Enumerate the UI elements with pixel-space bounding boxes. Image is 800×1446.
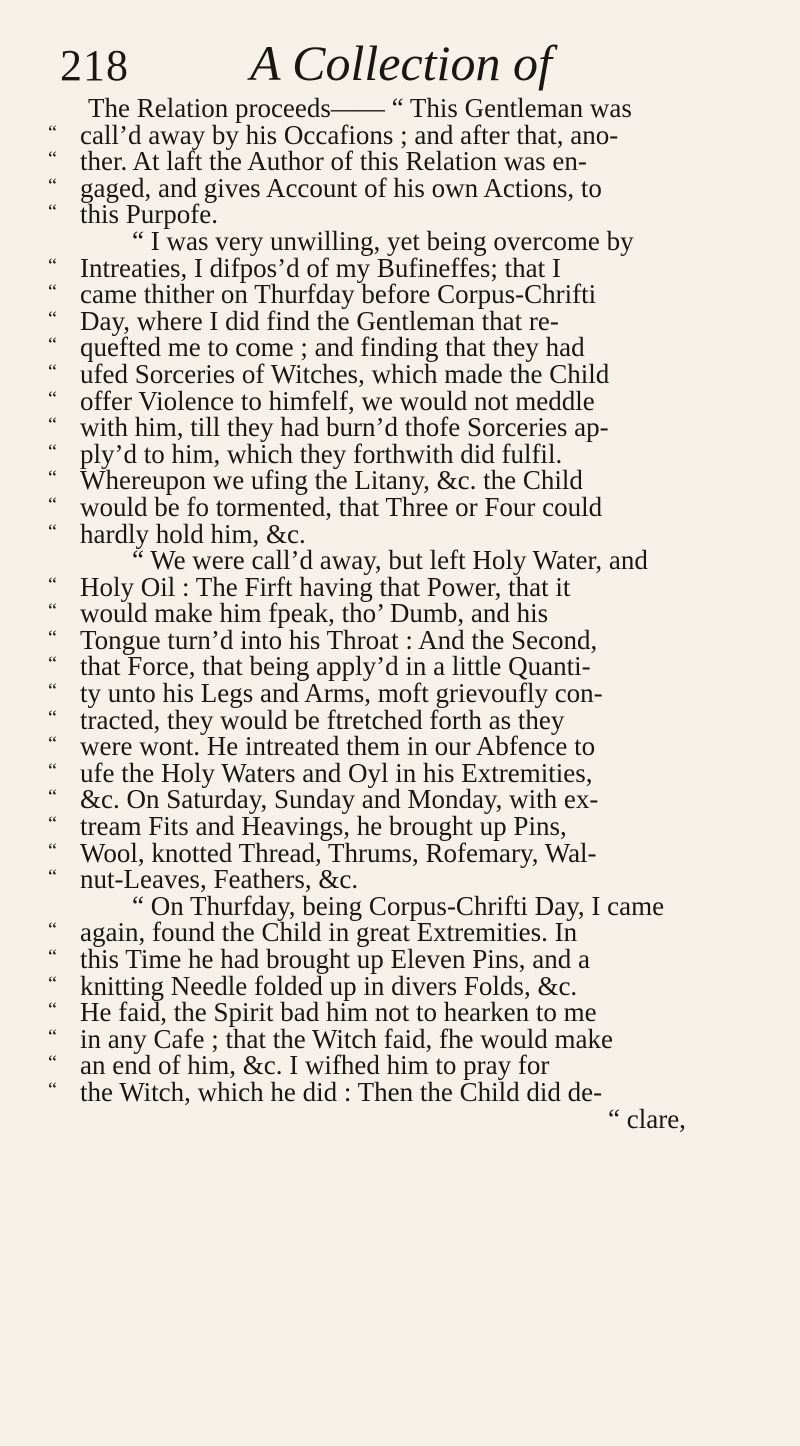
line-text: would make him fpeak, tho’ Dumb, and his bbox=[80, 598, 549, 629]
line-text: with him, till they had burn’d thofe Sorceries ap- bbox=[80, 412, 609, 443]
line-text: in any Cafe ; that the Witch faid, fhe would make bbox=[80, 1023, 613, 1054]
line-text: Tongue turn’d into his Throat : And the Second, bbox=[80, 624, 598, 655]
line-text: Wool, knotted Thread, Thrums, Rofemary, Wal- bbox=[80, 837, 597, 868]
line-text: “ I was very unwilling, yet being overcome by bbox=[132, 225, 634, 256]
text-line bbox=[48, 281, 773, 308]
text-line bbox=[48, 571, 773, 602]
line-text: tream Fits and Heavings, he brought up Pins, bbox=[80, 811, 567, 842]
quote-mark: “ bbox=[48, 706, 57, 729]
text-line bbox=[48, 438, 773, 469]
quote-mark: “ bbox=[48, 467, 57, 490]
quote-mark: “ bbox=[48, 1052, 57, 1075]
line-text: “ On Thurfday, being Corpus-Chrifti Day, I came bbox=[132, 890, 665, 921]
quote-mark: “ bbox=[48, 1078, 57, 1101]
line-text: hardly hold him, &c. bbox=[80, 518, 306, 549]
quote-mark: “ bbox=[48, 414, 57, 437]
text-line bbox=[48, 491, 773, 522]
line-text: quefted me to come ; and finding that they had bbox=[80, 332, 585, 363]
quote-mark: “ bbox=[48, 201, 57, 224]
text-line bbox=[48, 547, 773, 574]
line-text: tracted, they would be ftretched forth as they bbox=[80, 704, 565, 735]
line-text: came thither on Thurfday before Corpus-Chrifti bbox=[80, 279, 597, 310]
line-text: this Time he had brought up Eleven Pins, and a bbox=[80, 944, 590, 974]
text-line bbox=[48, 305, 773, 336]
line-text: were wont. He intreated them in our Abfence to bbox=[80, 731, 596, 762]
page-body bbox=[48, 95, 773, 1132]
line-text: gaged, and gives Account of his own Actions, to bbox=[80, 172, 602, 203]
quote-mark: “ bbox=[48, 573, 57, 596]
running-title: A Collection of bbox=[250, 35, 552, 91]
line-text: ther. At laft the Author of this Relation was en- bbox=[80, 146, 587, 177]
line-text: &c. On Saturday, Sunday and Monday, with ex- bbox=[80, 784, 599, 815]
text-line bbox=[48, 757, 773, 788]
quote-mark: “ bbox=[48, 600, 57, 623]
line-text: ufe the Holy Waters and Oyl in his Extremities, bbox=[80, 757, 593, 788]
quote-mark: “ bbox=[48, 813, 57, 836]
quote-mark: “ bbox=[48, 493, 57, 516]
text-line bbox=[48, 786, 773, 813]
quote-mark: “ bbox=[48, 387, 57, 410]
text-line bbox=[48, 148, 773, 175]
text-line bbox=[48, 837, 773, 868]
text-line bbox=[48, 119, 773, 150]
line-text: the Witch, which he did : Then the Child did de- bbox=[80, 1076, 603, 1107]
line-text: “ We were call’d away, but left Holy Water, and bbox=[132, 545, 648, 576]
quote-mark: “ bbox=[48, 440, 57, 463]
quote-mark: “ bbox=[48, 334, 57, 357]
text-line bbox=[48, 95, 773, 122]
text-line bbox=[48, 172, 773, 203]
line-text: He faid, the Spirit bad him not to hearken to me bbox=[80, 997, 597, 1028]
text-line bbox=[48, 334, 773, 361]
line-text: ufed Sorceries of Witches, which made the Child bbox=[80, 358, 610, 389]
quote-mark: “ bbox=[48, 972, 57, 995]
text-line bbox=[48, 1103, 773, 1134]
text-line bbox=[48, 866, 773, 893]
quote-mark: “ bbox=[48, 626, 57, 649]
page-number: 218 bbox=[60, 41, 129, 90]
text-line bbox=[48, 970, 773, 1001]
quote-mark: “ bbox=[48, 148, 57, 171]
line-text: Holy Oil : The Firft having that Power, that it bbox=[80, 571, 571, 602]
text-line bbox=[48, 704, 773, 735]
text-line bbox=[48, 890, 773, 921]
text-line bbox=[48, 919, 773, 946]
text-line bbox=[48, 1076, 773, 1107]
line-text: “ clare, bbox=[608, 1103, 686, 1134]
text-line bbox=[48, 624, 773, 655]
quote-mark: “ bbox=[48, 360, 57, 383]
quote-mark: “ bbox=[48, 281, 57, 304]
line-text: this Purpofe. bbox=[80, 199, 218, 230]
quote-mark: “ bbox=[48, 174, 57, 197]
line-text: offer Violence to himfelf, we would not meddle bbox=[80, 385, 595, 416]
text-line bbox=[48, 225, 773, 256]
text-line bbox=[48, 680, 773, 707]
text-line bbox=[48, 414, 773, 441]
line-text: call’d away by his Occafions ; and after that, ano- bbox=[80, 119, 619, 150]
line-text: knitting Needle folded up in divers Folds, &c. bbox=[80, 970, 578, 1001]
quote-mark: “ bbox=[48, 919, 57, 942]
quote-mark: “ bbox=[48, 786, 57, 809]
line-text: The Relation proceeds—— “ This Gentleman was bbox=[88, 93, 632, 123]
text-line bbox=[48, 385, 773, 416]
quote-mark: “ bbox=[48, 999, 57, 1022]
line-text: that Force, that being apply’d in a little Quanti- bbox=[80, 651, 591, 682]
text-line bbox=[48, 813, 773, 840]
text-line bbox=[48, 946, 773, 973]
quote-mark: “ bbox=[48, 1025, 57, 1048]
text-line bbox=[48, 999, 773, 1026]
text-line bbox=[48, 201, 773, 228]
text-line bbox=[48, 358, 773, 389]
line-text: Whereupon we ufing the Litany, &c. the Child bbox=[80, 465, 583, 496]
quote-mark: “ bbox=[48, 733, 57, 756]
line-text: ty unto his Legs and Arms, moft grievoufly con- bbox=[80, 678, 603, 709]
text-line bbox=[48, 733, 773, 760]
quote-mark: “ bbox=[48, 520, 57, 543]
line-text: Day, where I did find the Gentleman that re- bbox=[80, 305, 559, 336]
line-text: an end of him, &c. I wifhed him to pray for bbox=[80, 1050, 550, 1081]
quote-mark: “ bbox=[48, 866, 57, 889]
line-text: would be fo tormented, that Three or Four could bbox=[80, 491, 603, 522]
text-line bbox=[48, 518, 773, 549]
quote-mark: “ bbox=[48, 121, 57, 144]
quote-mark: “ bbox=[48, 680, 57, 703]
line-text: again, found the Child in great Extremities. In bbox=[80, 917, 578, 948]
quote-mark: “ bbox=[48, 759, 57, 782]
quote-mark: “ bbox=[48, 839, 57, 862]
line-text: nut-Leaves, Feathers, &c. bbox=[80, 864, 359, 895]
text-line bbox=[48, 600, 773, 627]
text-line bbox=[48, 467, 773, 494]
quote-mark: “ bbox=[48, 254, 57, 277]
text-line bbox=[48, 1023, 773, 1054]
quote-mark: “ bbox=[48, 946, 57, 968]
line-text: Intreaties, I difpos’d of my Bufineffes; that I bbox=[80, 252, 561, 283]
quote-mark: “ bbox=[48, 307, 57, 330]
quote-mark: “ bbox=[48, 653, 57, 676]
text-line bbox=[48, 653, 773, 680]
text-line bbox=[48, 252, 773, 283]
text-line bbox=[48, 1052, 773, 1079]
line-text: ply’d to him, which they forthwith did fulfil. bbox=[80, 438, 563, 469]
